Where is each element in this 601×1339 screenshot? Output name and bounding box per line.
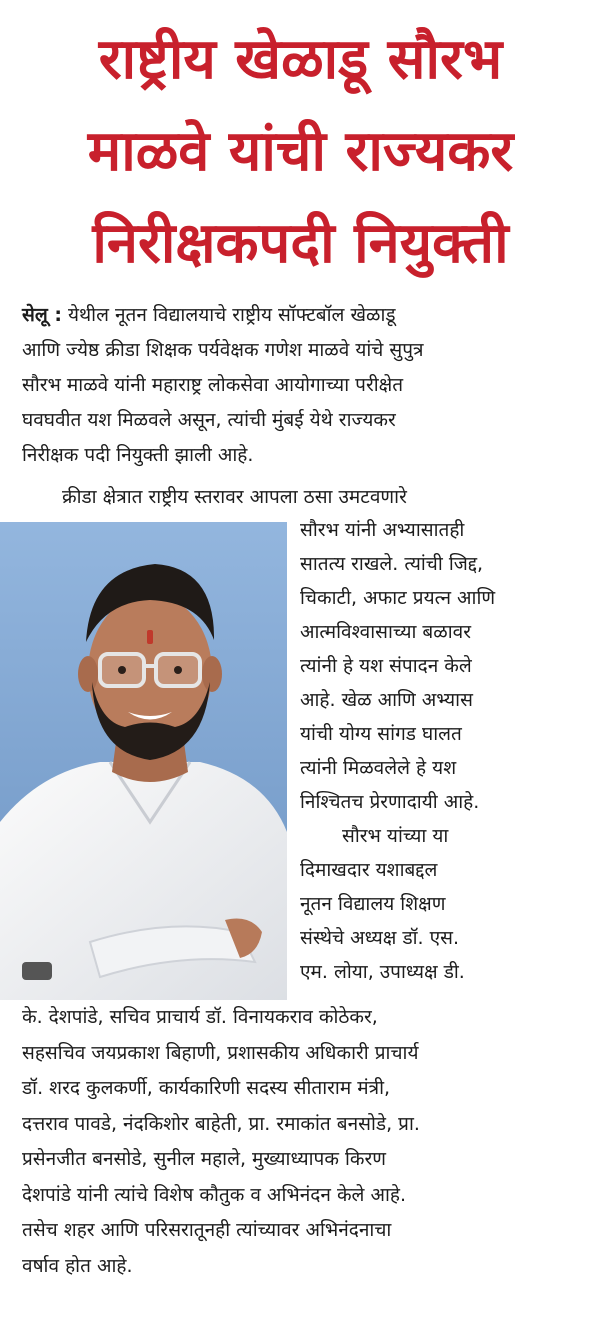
outro-line-7: तसेच शहर आणि परिसरातूनही त्यांच्यावर अभिनंदनाचा [22,1219,392,1241]
outro-line-6: देशपांडे यांनी त्यांचे विशेष कौतुक व अभिनंदन केले आहे. [22,1183,407,1206]
right-line-11: दिमाखदार यशाबद्दल [300,859,438,881]
right-line-5: त्यांनी हे यश संपादन केले [300,655,472,677]
headline-line-3: निरीक्षकपदी नियुक्ती [92,211,509,276]
right-line-9: निश्चितच प्रेरणादायी आहे. [300,791,480,813]
right-line-8: त्यांनी मिळवलेले हे यश [300,757,457,779]
intro-paragraph [22,298,582,473]
intro-line-5: निरीक्षक पदी नियुक्ती झाली आहे. [22,444,254,466]
paragraph-2-first-line: क्रीडा क्षेत्रात राष्ट्रीय स्तरावर आपला ठसा उमटवणारे [62,486,407,508]
headline-line-1: राष्ट्रीय खेळाडू सौरभ [98,27,503,92]
dateline: सेलू : [22,304,62,326]
right-line-4: आत्मविश्वासाच्या बळावर [300,621,471,643]
right-line-6: आहे. खेळ आणि अभ्यास [300,689,473,711]
right-line-7: यांची योग्य सांगड घालत [300,723,462,745]
portrait-illustration [0,522,287,1000]
right-column-text [300,513,595,989]
intro-line-4: घवघवीत यश मिळवले असून, त्यांची मुंबई येथे राज्यकर [22,409,396,431]
intro-line-2: आणि ज्येष्ठ क्रीडा शिक्षक पर्यवेक्षक गणेश माळवे यांचे सुपुत्र [22,339,424,361]
closing-paragraph [22,1000,592,1284]
right-line-10: सौरभ यांच्या या [342,825,449,847]
outro-line-8: वर्षाव होत आहे. [22,1254,133,1277]
intro-line-3: सौरभ माळवे यांनी महाराष्ट्र लोकसेवा आयोगाच्या परीक्षेत [22,374,404,396]
outro-line-4: दत्तराव पावडे, नंदकिशोर बाहेती, प्रा. रमाकांत बनसोडे, प्रा. [22,1112,420,1135]
right-line-14: एम. लोया, उपाध्यक्ष डी. [300,961,465,983]
right-line-3: चिकाटी, अफाट प्रयत्न आणि [300,587,496,609]
intro-line-1-text: येथील नूतन विद्यालयाचे राष्ट्रीय सॉफ्टबॉल खेळाडू [61,304,396,326]
right-line-13: संस्थेचे अध्यक्ष डॉ. एस. [300,927,459,949]
right-line-12: नूतन विद्यालय शिक्षण [300,893,446,915]
outro-line-5: प्रसेनजीत बनसोडे, सुनील महाले, मुख्याध्यापक किरण [22,1148,387,1170]
headline-line-2: माळवे यांची राज्यकर [87,119,514,184]
right-line-2: सातत्य राखले. त्यांची जिद्द, [300,553,484,575]
intro-line-1 [22,298,582,333]
outro-line-1: के. देशपांडे, सचिव प्राचार्य डॉ. विनायकराव कोठेकर, [22,1006,378,1028]
portrait-photo [0,522,287,1000]
right-line-1: सौरभ यांनी अभ्यासातही [300,519,465,541]
headline [0,14,601,290]
outro-line-2: सहसचिव जयप्रकाश बिहाणी, प्रशासकीय अधिकारी प्राचार्य [22,1041,419,1064]
outro-line-3: डॉ. शरद कुलकर्णी, कार्यकारिणी सदस्य सीताराम मंत्री, [22,1077,391,1099]
